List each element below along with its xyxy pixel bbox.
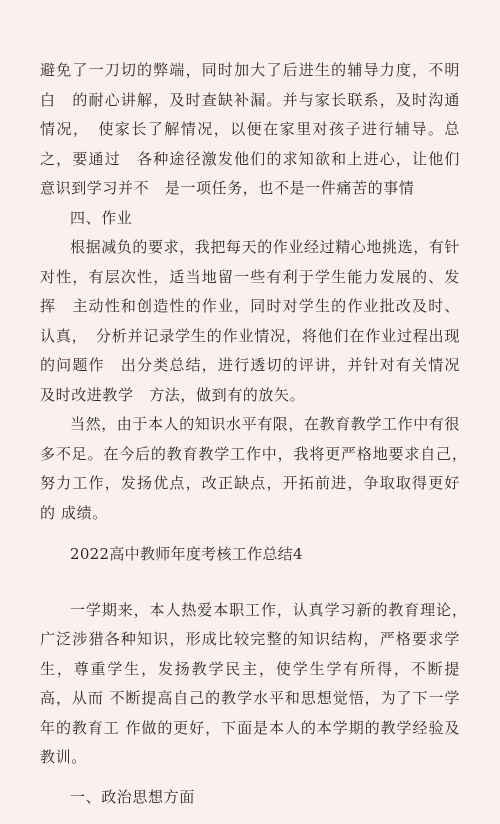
heading-homework: 四、作业 [70,208,133,227]
paragraph-conclusion: 当然，由于本人的知识水平有限，在教育教学工作中有很 多不足。在今后的教育教学工作中，我将更严格地要求自己， 努力工作，发扬优点，改正缺点，开拓前进，争取取得更好的 成绩。 [40,415,476,522]
section-title: 2022高中教师年度考核工作总结4 [70,545,303,563]
paragraph-homework: 根据减负的要求，我把每天的作业经过精心地挑选，有针 对性，有层次性，适当地留一些有利于学生能力发展的、发挥 主动性和创造性的作业，同时对学生的作业批改及时、认真， 分析并记录学生的作业情况，将他们在作业过程出现的问题作 出分类总结，进行透切的评讲，并针对有关情况及时改进教学 方法，做到有的放矢。 [40,238,476,404]
paragraph-tutoring: 避免了一刀切的弊端，同时加大了后进生的辅导力度，不明白 的耐心讲解，及时查缺补漏。并与家长联系，及时沟通情况， 使家长了解情况，以便在家里对孩子进行辅导。总之，要通过 各种途径激发他们的求知欲和上进心，让他们意识到学习并不 是一项任务，也不是一件痛苦的事情 [40,61,460,197]
heading-political-thought: 一、政治思想方面 [70,787,195,806]
paragraph-semester-summary: 一学期来，本人热爱本职工作，认真学习新的教育理论， 广泛涉猎各种知识，形成比较完整的知识结构，严格要求学生，尊重学生，发扬教学民主，使学生学有所得，不断提高，从而 不断提高自己的教学水平和思想觉悟，为了下一学年的教育工 作做的更好，下面是本人的本学期的教学经验及教训。 [40,600,476,766]
